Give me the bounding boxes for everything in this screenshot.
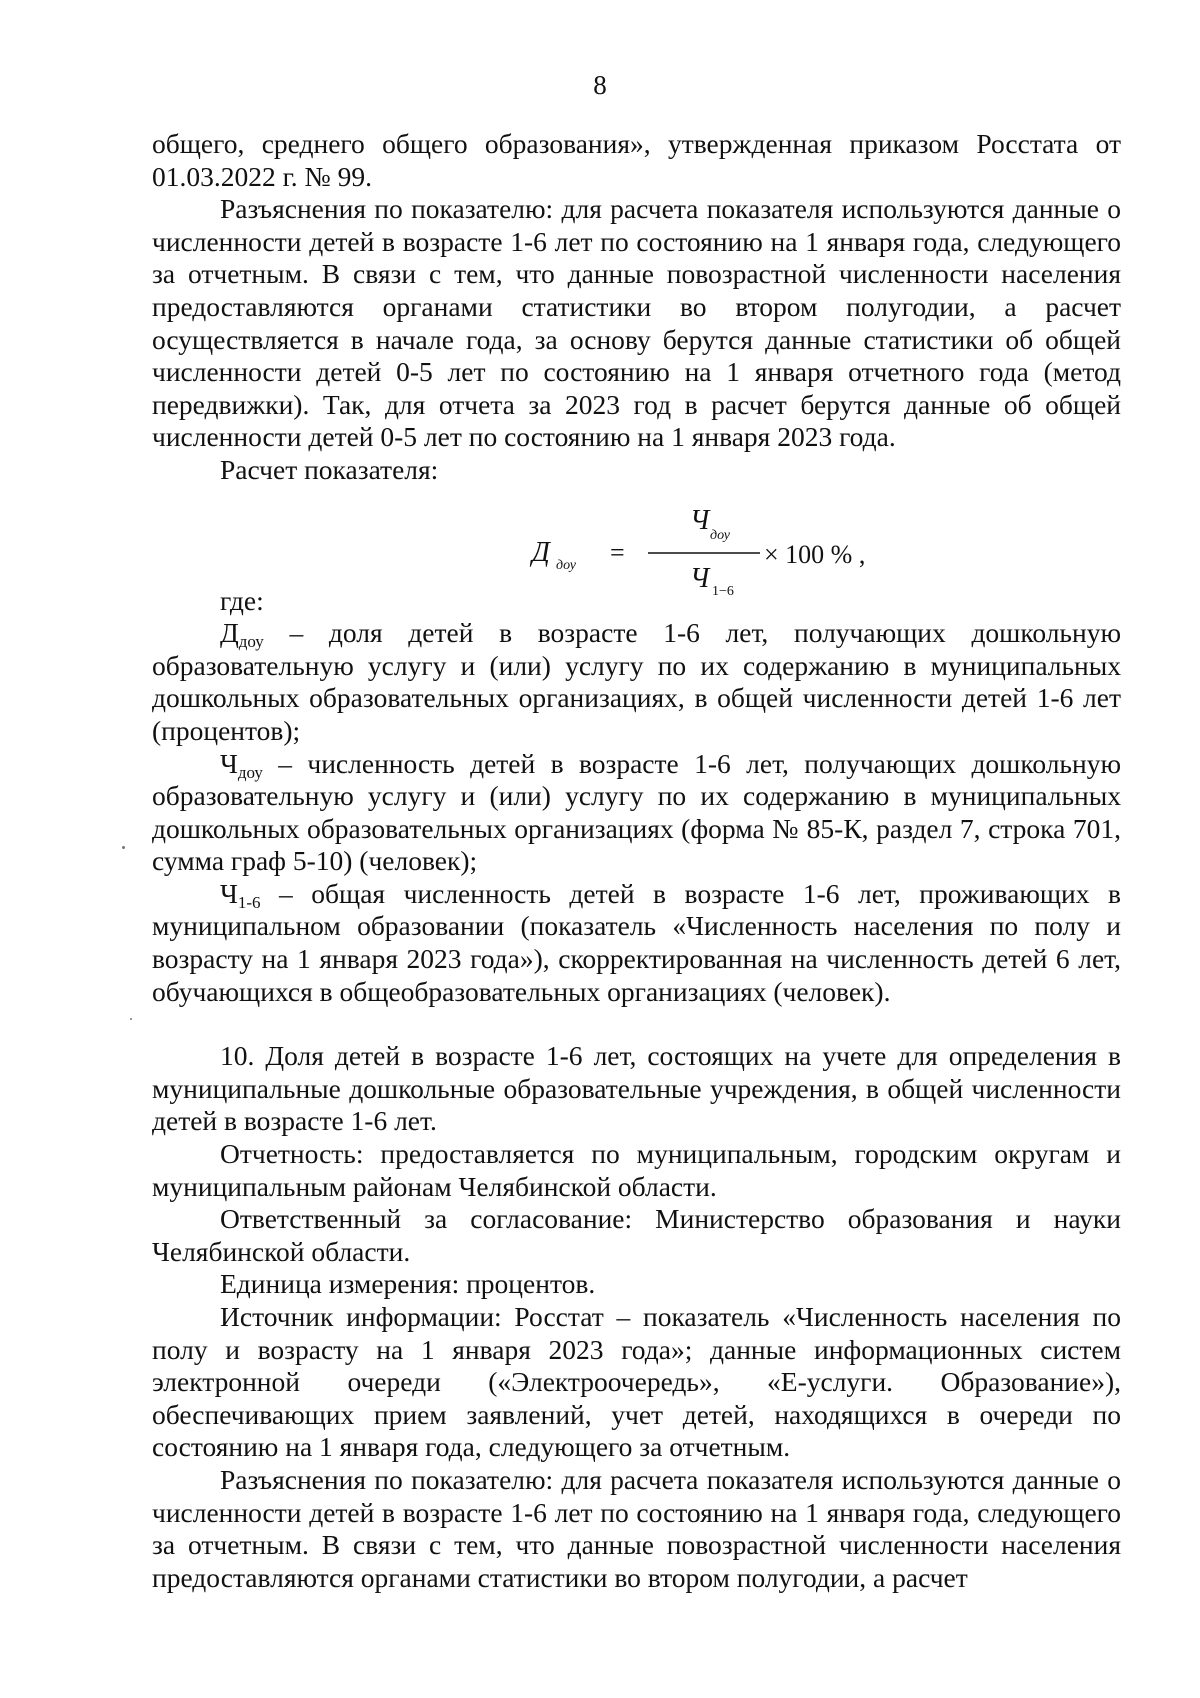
definition-text: – общая численность детей в возрасте 1-6 лет, проживающих в муниципальном образовании (показатель «Численность населения по полу и возрасту на 1 января 2023 года»), скорректированная на численность детей 6 лет, обучающихся в общеобразовательных организациях (человек). — [152, 877, 1121, 1007]
definition-subscript: доу — [237, 762, 263, 782]
definition-text: – доля детей в возрасте 1-6 лет, получающих дошкольную образовательную услугу и (или) услугу по их содержанию в муниципальных дошкольных образовательных организациях, в общей численности детей 1-6 лет (процентов); — [152, 617, 1121, 746]
definition-text: – численность детей в возрасте 1-6 лет, получающих дошкольную образовательную услугу и (или) услугу по их содержанию в муниципальных дошкольных образовательных организациях (форма № 85-К, раздел 7, строка 701, сумма граф 5-10) (человек); — [152, 747, 1121, 877]
formula-denominator: Ч — [690, 562, 710, 594]
scan-speck — [122, 846, 125, 849]
document-body — [152, 128, 1121, 1594]
formula-graphic — [532, 495, 866, 599]
formula-lhs-sub: доу — [556, 557, 577, 573]
definition-ch-dou — [152, 748, 1121, 878]
paragraph-explanation: Разъяснения по показателю: для расчета показателя используются данные о численности детей в возрасте 1-6 лет по состоянию на 1 января года, следующего за отчетным. В связи с тем, что данные повозрастной численности населения предоставляются органами статистики во втором полугодии, а расчет осуществляется в начале года, за основу берутся данные статистики об общей численности детей 0-5 лет по состоянию на 1 января отчетного года (метод передвижки). Так, для отчета за 2023 год в расчет берутся данные об общей численности детей 0-5 лет по состоянию на 1 января 2023 года. — [152, 193, 1121, 453]
section-10-responsible: Ответственный за согласование: Министерство образования и науки Челябинской области. — [152, 1203, 1121, 1267]
definition-symbol: Д — [220, 617, 239, 649]
definition-ch-1-6 — [152, 878, 1121, 1008]
section-10-title: 10. Доля детей в возрасте 1-6 лет, состоящих на учете для определения в муниципальные дошкольные образовательные учреждения, в общей численности детей в возрасте 1-6 лет. — [152, 1040, 1121, 1137]
formula — [152, 495, 1121, 599]
section-spacer — [152, 1008, 1121, 1040]
definition-d-dou — [152, 617, 1121, 747]
scan-speck — [130, 1018, 132, 1020]
definition-subscript: доу — [238, 632, 264, 652]
definition-symbol: Ч — [220, 747, 238, 779]
section-10-reporting: Отчетность: предоставляется по муниципальным, городским округам и муниципальным районам Челябинской области. — [152, 1138, 1121, 1202]
page-number: 8 — [593, 70, 607, 100]
formula-numerator: Ч — [690, 504, 710, 536]
section-10-explanation: Разъяснения по показателю: для расчета показателя используются данные о численности детей в возрасте 1-6 лет по состоянию на 1 января года, следующего за отчетным. В связи с тем, что данные повозрастной численности населения предоставляются органами статистики во втором полугодии, а расчет — [152, 1463, 1121, 1593]
section-10-source: Источник информации: Росстат – показатель «Численность населения по полу и возрасту на 1 января 2023 года»; данные информационных систем электронной очереди («Электроочередь», «Е-услуги. Образование»), обеспечивающих прием заявлений, учет детей, находящихся в очереди по состоянию на 1 января года, следующего за отчетным. — [152, 1301, 1121, 1463]
definition-symbol: Ч — [220, 877, 238, 909]
formula-denominator-sub: 1−6 — [712, 583, 734, 599]
formula-multiplier: × 100 % , — [764, 539, 866, 569]
where-label: где: — [220, 584, 264, 616]
formula-equals: = — [610, 537, 625, 567]
definition-subscript: 1-6 — [237, 892, 261, 912]
formula-numerator-sub: доу — [710, 527, 731, 543]
formula-lhs: Д — [532, 536, 550, 568]
paragraph-continuation: общего, среднего общего образования», утвержденная приказом Росстата от 01.03.2022 г. № 99. — [152, 128, 1121, 192]
paragraph-calculation-label: Расчет показателя: — [220, 453, 439, 485]
section-10-unit: Единица измерения: процентов. — [220, 1268, 596, 1300]
